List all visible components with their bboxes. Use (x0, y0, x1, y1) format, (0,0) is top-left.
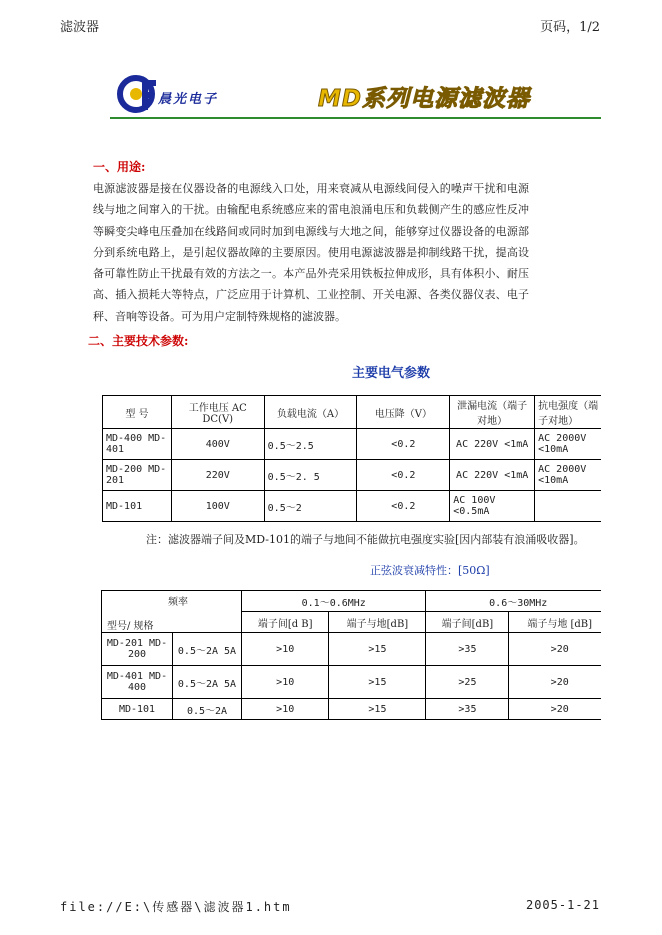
cell: >35 (426, 633, 509, 666)
cell: <0.2 (357, 491, 450, 522)
cell: AC 2000V <10mA (535, 429, 601, 460)
band-header: 0.6～30MHz (426, 591, 601, 612)
cell: >15 (329, 699, 426, 720)
cell: >10 (242, 666, 329, 699)
cell: >15 (329, 633, 426, 666)
header-title: 滤波器 (60, 20, 100, 35)
header-cell: 泄漏电流（端子对地） (450, 396, 535, 429)
cell: >20 (509, 699, 601, 720)
section-usage-title: 一、用途: (93, 160, 146, 174)
table-row (103, 429, 602, 460)
cell: 0.5～2A (173, 699, 242, 720)
cell: 0.5～2.5 (264, 429, 357, 460)
table-header-row (103, 396, 602, 429)
header-cell: 型 号 (103, 396, 172, 429)
corner-top-label: 频率 (168, 597, 188, 608)
cell: 400V (171, 429, 264, 460)
table2-caption: 正弦波衰减特性：[50Ω] (370, 564, 490, 577)
header-cell: 抗电强度（端子对地） (535, 396, 601, 429)
table-row (102, 633, 602, 666)
company-name: 晨光电子 (158, 92, 219, 107)
cell: >20 (509, 666, 601, 699)
cell (535, 491, 601, 522)
usage-paragraph: 电源滤波器是接在仪器设备的电源线入口处，用来衰减从电源线间侵入的噪声干扰和电源线与地之间窜入的干扰。由输配电系统感应来的雷电浪涌电压和负载侧产生的感应性反冲等瞬变尖峰电压叠加在线路间或同时加到电源线与大地之间，能够穿过仪器设备的电源部分到系统电路上，是引起仪器故障的主要原因。使用电源滤波器是抑制线路干扰，提高设备可靠性防止干扰最有效的方法之一。本产品外壳采用铁板拉伸成形，具有体积小、耐压高、插入损耗大等特点，广泛应用于计算机、工业控制、开关电源、各类仪器仪表、电子秤、音响等设备。可为用户定制特殊规格的滤波器。 (93, 182, 529, 323)
subheader-cell: 端子间[dB] (426, 612, 509, 633)
product-title: MD系列电源滤波器 (318, 86, 530, 112)
electrical-params-table (102, 395, 601, 522)
cell: >25 (426, 666, 509, 699)
file-path: file://E:\传感器\滤波器1.htm (60, 900, 292, 914)
cell: >20 (509, 633, 601, 666)
cell: >10 (242, 699, 329, 720)
cell: MD-101 (102, 699, 173, 720)
cell: <0.2 (357, 429, 450, 460)
band-header: 0.1～0.6MHz (242, 591, 426, 612)
cell: 220V (171, 460, 264, 491)
page-number: 页码，1/2 (540, 20, 600, 35)
section-params-title: 二、主要技术参数: (88, 334, 189, 348)
cell: >35 (426, 699, 509, 720)
cell: MD-201 MD-200 (102, 633, 173, 666)
attenuation-table (101, 590, 601, 720)
cell: AC 220V <1mA (450, 460, 535, 491)
cell: 0.5～2A 5A (173, 633, 242, 666)
cell: MD-401 MD-400 (102, 666, 173, 699)
subheader-cell: 端子与地 [dB] (509, 612, 601, 633)
cell: 0.5～2 (264, 491, 357, 522)
table1-title: 主要电气参数 (352, 366, 431, 381)
print-date: 2005-1-21 (525, 898, 600, 912)
cell: AC 100V <0.5mA (450, 491, 535, 522)
table-row (102, 699, 602, 720)
subheader-cell: 端子与地[dB] (329, 612, 426, 633)
header-cell: 负载电流（A） (264, 396, 357, 429)
cell: <0.2 (357, 460, 450, 491)
corner-cell (102, 591, 242, 633)
cell: 100V (171, 491, 264, 522)
cell: AC 220V <1mA (450, 429, 535, 460)
header-cell: 电压降（V） (357, 396, 450, 429)
header-divider (110, 117, 601, 119)
footnote: 注：滤波器端子间及MD-101的端子与地间不能做抗电强度实验[因内部装有浪涌吸收器]。 (146, 533, 585, 546)
cell: >15 (329, 666, 426, 699)
table-row (102, 666, 602, 699)
cell: >10 (242, 633, 329, 666)
corner-bottom-label: 型号/ 规格 (107, 621, 154, 632)
table-row (103, 491, 602, 522)
cell: 0.5～2A 5A (173, 666, 242, 699)
cell: MD-101 (103, 491, 172, 522)
cell: AC 2000V <10mA (535, 460, 601, 491)
subheader-cell: 端子间[d B] (242, 612, 329, 633)
header-cell: 工作电压 AC DC(V) (171, 396, 264, 429)
table-header-row (102, 591, 602, 612)
cell: 0.5～2. 5 (264, 460, 357, 491)
table-row (103, 460, 602, 491)
cell: MD-400 MD-401 (103, 429, 172, 460)
cell: MD-200 MD-201 (103, 460, 172, 491)
